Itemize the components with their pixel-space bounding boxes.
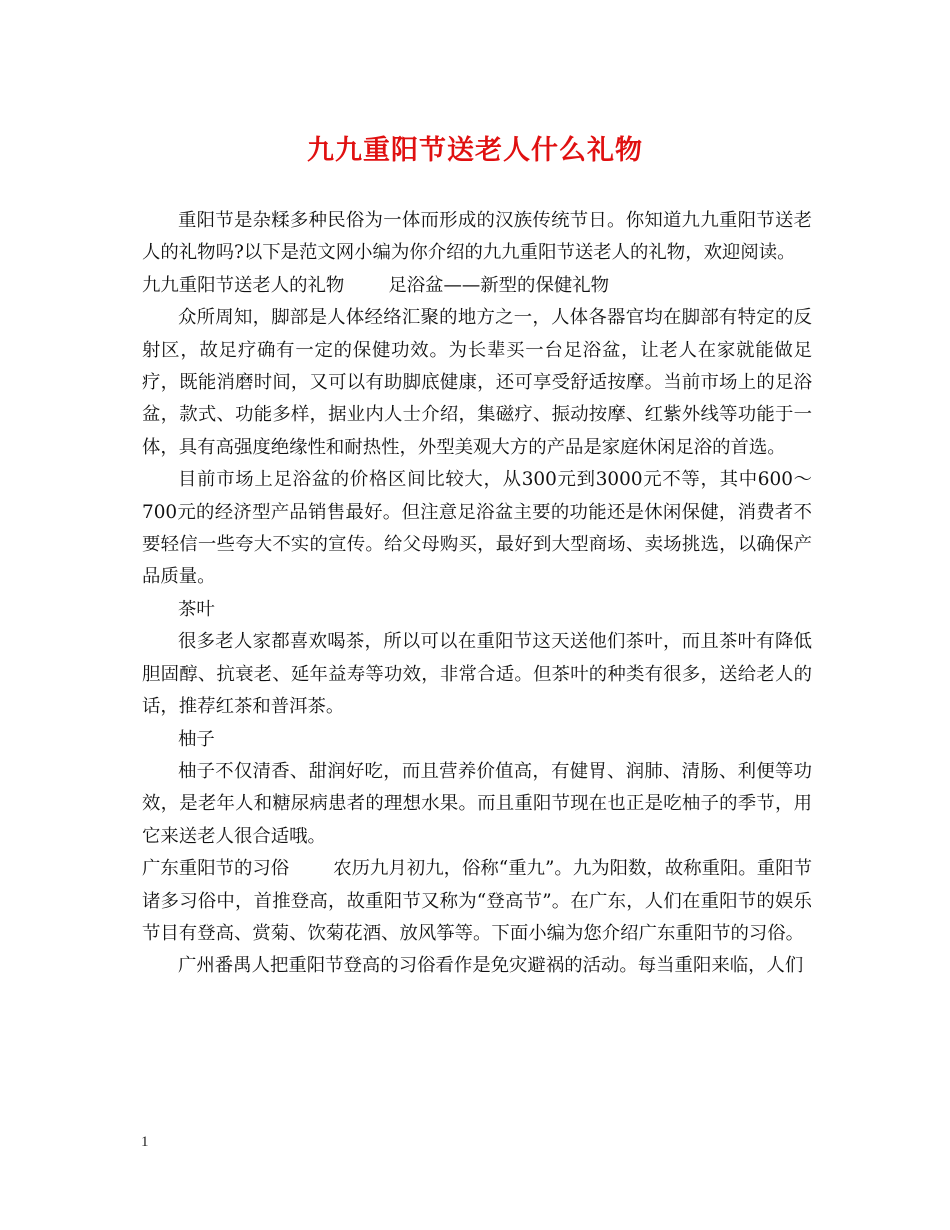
foot-bath-paragraph-1: 众所周知，脚部是人体经络汇聚的地方之一，人体各器官均在脚部有特定的反射区，故足疗确有一定的保健功效。为长辈买一台足浴盆，让老人在家就能做足疗，既能消磨时间，又可以有助脚底健康，还可享受舒适按摩。当前市场上的足浴盆，款式、功能多样，据业内人士介绍，集磁疗、振动按摩、红紫外线等功能于一体，具有高强度绝缘性和耐热性，外型美观大方的产品是家庭休闲足浴的首选。 xyxy=(142,307,812,458)
section2-heading: 广东重阳节的习俗 xyxy=(142,858,290,880)
panyu-paragraph: 广州番禺人把重阳节登高的习俗看作是免灾避祸的活动。每当重阳来临，人们 xyxy=(178,955,804,977)
section1-heading: 九九重阳节送老人的礼物 xyxy=(142,274,345,296)
document-body xyxy=(142,205,812,983)
pomelo-heading: 柚子 xyxy=(178,728,215,750)
document-title: 九九重阳节送老人什么礼物 xyxy=(307,135,643,166)
section-heading-gifts xyxy=(142,270,812,302)
intro-paragraph: 重阳节是杂糅多种民俗为一体而形成的汉族传统节日。你知道九九重阳节送老人的礼物吗?以下是范文网小编为你介绍的九九重阳节送老人的礼物，欢迎阅读。 xyxy=(142,210,812,264)
tea-paragraph: 很多老人家都喜欢喝茶，所以可以在重阳节这天送他们茶叶，而且茶叶有降低胆固醇、抗衰老、延年益寿等功效，非常合适。但茶叶的种类有很多，送给老人的话，推荐红茶和普洱茶。 xyxy=(142,631,812,718)
page-number: 1 xyxy=(141,1134,149,1150)
section2-text: 农历九月初九，俗称“重九”。九为阳数，故称重阳。重阳节诸多习俗中，首推登高，故重阳节又称为“登高节”。在广东，人们在重阳节的娱乐节目有登高、赏菊、饮菊花酒、放风筝等。下面小编为您介绍广东重阳节的习俗。 xyxy=(142,858,812,944)
section1-subheading: 足浴盆——新型的保健礼物 xyxy=(388,274,610,296)
foot-bath-paragraph-2: 目前市场上足浴盆的价格区间比较大，从300元到3000元不等，其中600～700元的经济型产品销售最好。但注意足浴盆主要的功能还是休闲保健，消费者不要轻信一些夸大不实的宣传。给父母购买，最好到大型商场、卖场挑选，以确保产品质量。 xyxy=(142,469,812,588)
guangdong-customs-paragraph xyxy=(142,853,812,950)
tea-heading: 茶叶 xyxy=(178,598,215,620)
pomelo-paragraph: 柚子不仅清香、甜润好吃，而且营养价值高，有健胃、润肺、清肠、利便等功效，是老年人和糖尿病患者的理想水果。而且重阳节现在也正是吃柚子的季节，用它来送老人很合适哦。 xyxy=(142,760,812,847)
